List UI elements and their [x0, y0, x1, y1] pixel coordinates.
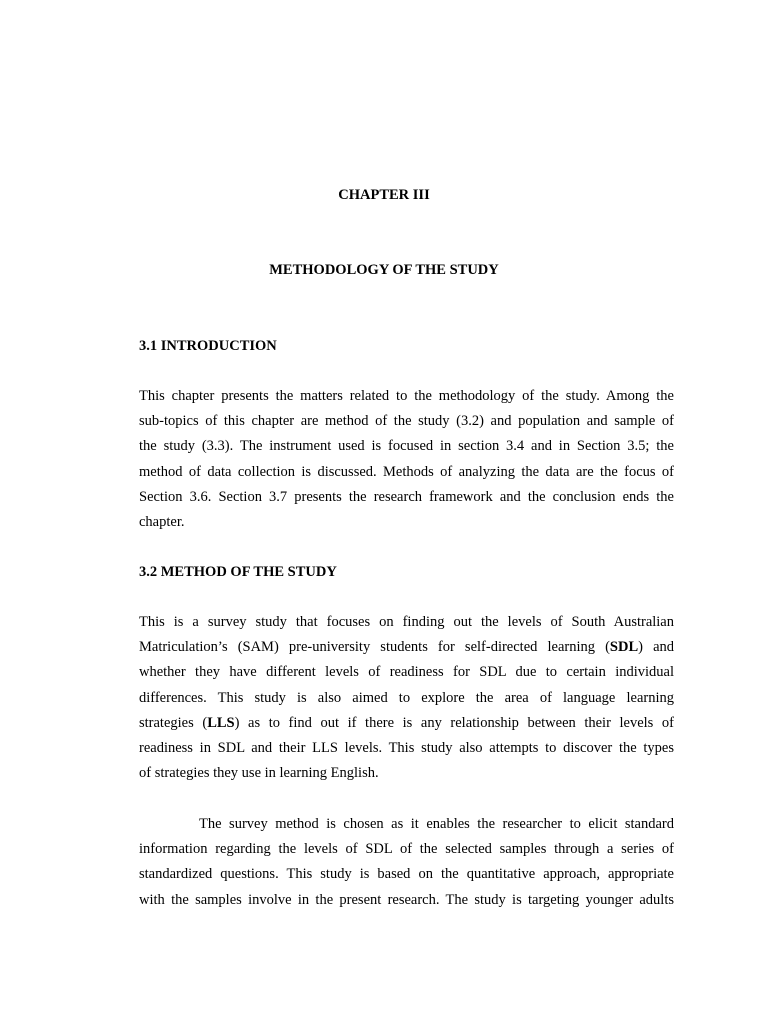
- text-line: standardized questions. This study is based on the quantitative approach, appropriate: [139, 866, 674, 883]
- chapter-title: METHODOLOGY OF THE STUDY: [269, 262, 499, 278]
- text-line: readiness in SDL and their LLS levels. This study also attempts to discover the types: [139, 739, 674, 756]
- text-line: information regarding the levels of SDL of the selected samples through a series of: [139, 841, 674, 858]
- text-line: whether they have different levels of readiness for SDL due to certain individual: [139, 664, 674, 681]
- bold-term-lls: LLS: [207, 714, 235, 731]
- text-line: differences. This study is also aimed to explore the area of language learning: [139, 689, 674, 706]
- text-line: method of data collection is discussed. Methods of analyzing the data are the focus of: [139, 463, 674, 480]
- bold-term-sdl: SDL: [609, 639, 639, 656]
- text-line: This is a survey study that focuses on finding out the levels of South Australian: [139, 614, 674, 630]
- text-line: Section 3.6. Section 3.7 presents the research framework and the conclusion ends the: [139, 488, 674, 505]
- chapter-label: CHAPTER III: [338, 187, 430, 203]
- text-segment: strategies (: [139, 714, 208, 731]
- text-line: with the samples involve in the present research. The study is targeting younger adults: [139, 891, 674, 908]
- paragraph-method-1: [139, 610, 674, 786]
- text-line: the study (3.3). The instrument used is focused in section 3.4 and in Section 3.5; the: [139, 438, 674, 455]
- text-line-composite: [139, 711, 674, 736]
- text-segment: ) and: [638, 639, 675, 656]
- section-heading-method: 3.2 METHOD OF THE STUDY: [139, 564, 337, 580]
- text-segment: ) as to find out if there is any relationship between their levels of: [234, 714, 674, 731]
- text-line: of strategies they use in learning English.: [139, 765, 379, 782]
- text-line: The survey method is chosen as it enables the researcher to elicit standard: [199, 816, 674, 832]
- text-line: sub-topics of this chapter are method of the study (3.2) and population and sample of: [139, 413, 674, 430]
- text-line-composite: [139, 635, 674, 660]
- section-heading-introduction: 3.1 INTRODUCTION: [139, 338, 277, 354]
- paragraph-introduction: [139, 384, 674, 535]
- paragraph-method-2: [139, 812, 674, 913]
- text-segment: Matriculation’s (SAM) pre-university students for self-directed learning (: [139, 639, 610, 656]
- text-line: chapter.: [139, 513, 185, 530]
- text-line: This chapter presents the matters related to the methodology of the study. Among the: [139, 388, 674, 404]
